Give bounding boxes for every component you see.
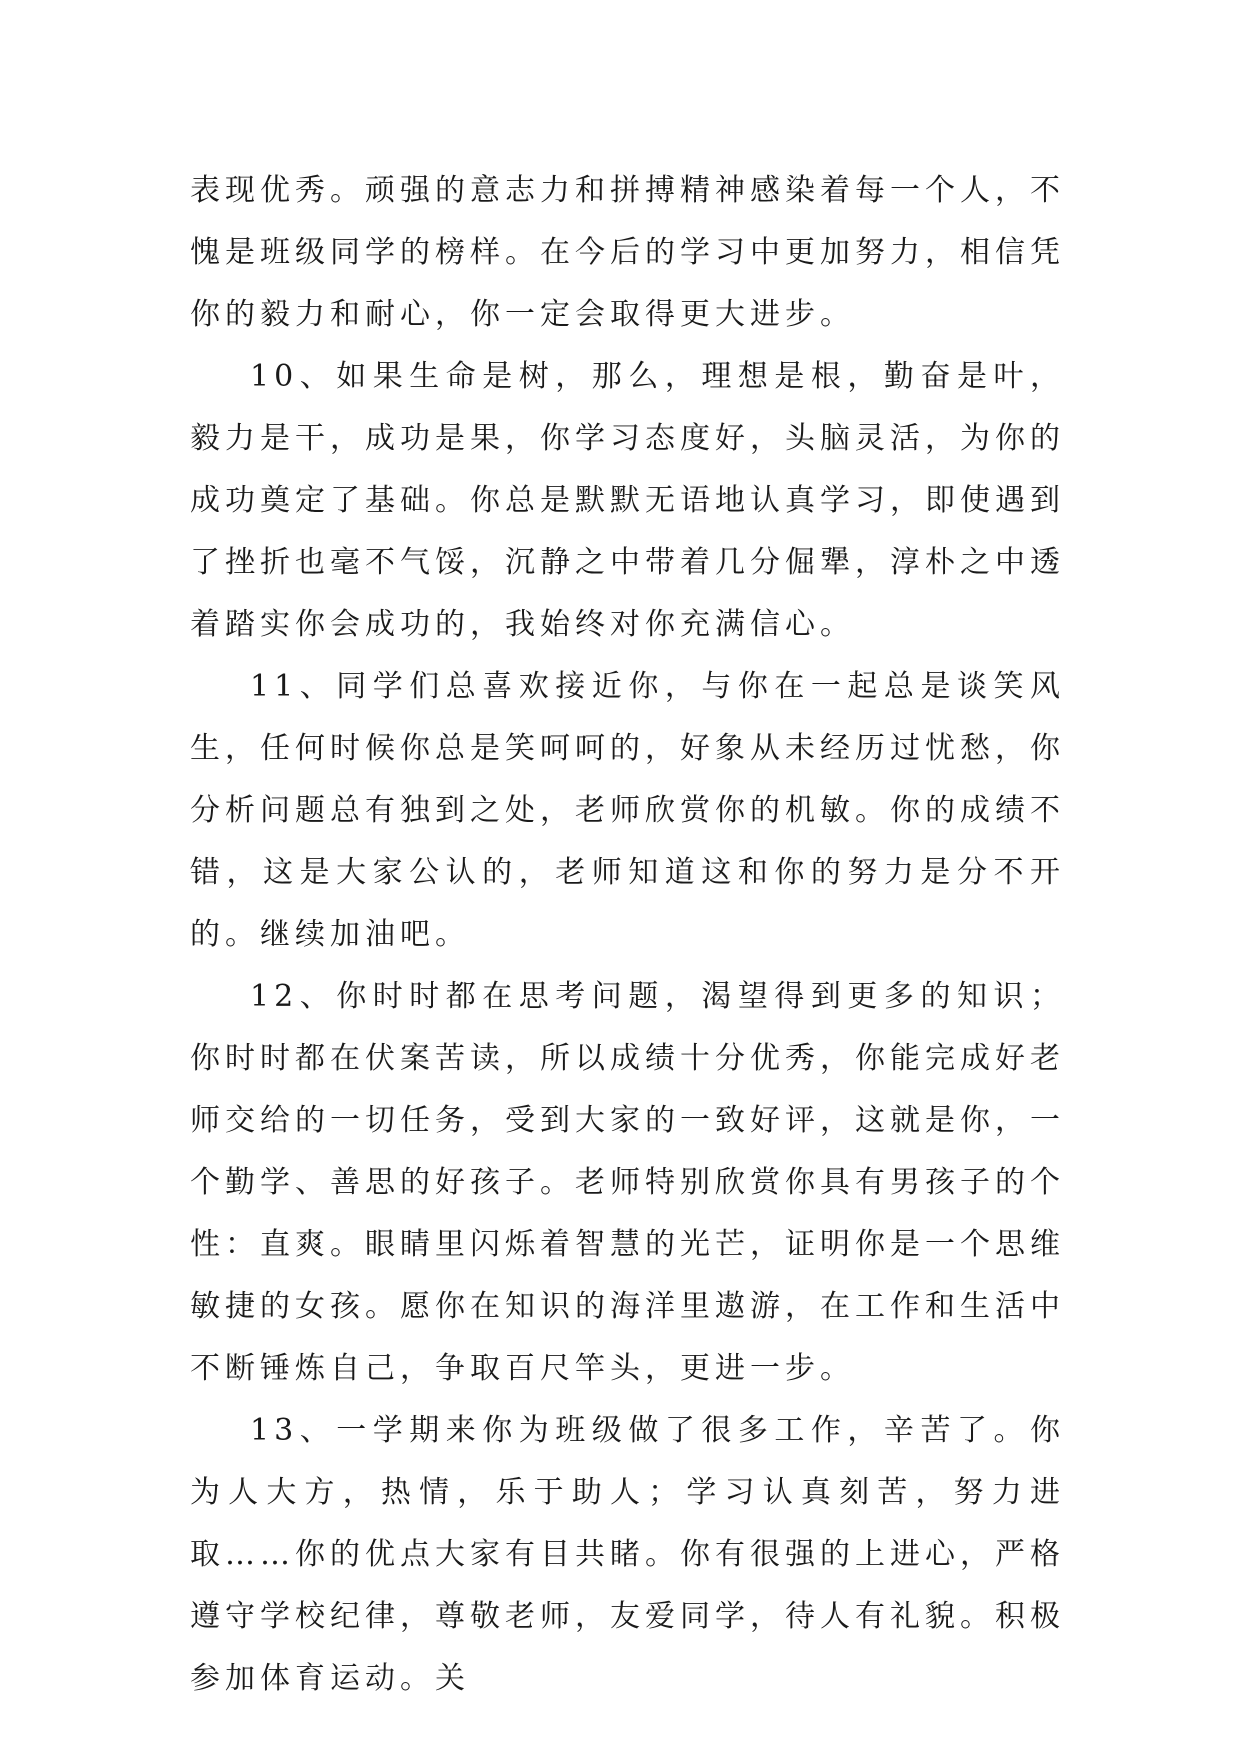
paragraph-continued: 表现优秀。顽强的意志力和拼搏精神感染着每一个人，不愧是班级同学的榜样。在今后的学习中更加努力，相信凭你的毅力和耐心，你一定会取得更大进步。: [190, 173, 1065, 332]
paragraph-11: 11、同学们总喜欢接近你，与你在一起总是谈笑风生，任何时候你总是笑呵呵的，好象从未经历过忧愁，你分析问题总有独到之处，老师欣赏你的机敏。你的成绩不错，这是大家公认的，老师知道这和你的努力是分不开的。继续加油吧。: [190, 669, 1065, 952]
paragraph-13: 13、一学期来你为班级做了很多工作，辛苦了。你为人大方，热情，乐于助人；学习认真刻苦，努力进取……你的优点大家有目共睹。你有很强的上进心，严格遵守学校纪律，尊敬老师，友爱同学，待人有礼貌。积极参加体育运动。关: [190, 1413, 1065, 1696]
paragraph-12: 12、你时时都在思考问题，渴望得到更多的知识；你时时都在伏案苦读，所以成绩十分优秀，你能完成好老师交给的一切任务，受到大家的一致好评，这就是你，一个勤学、善思的好孩子。老师特别欣赏你具有男孩子的个性：直爽。眼睛里闪烁着智慧的光芒，证明你是一个思维敏捷的女孩。愿你在知识的海洋里遨游，在工作和生活中不断锤炼自己，争取百尺竿头，更进一步。: [190, 979, 1065, 1386]
document-body: [190, 160, 1065, 1710]
paragraph-10: 10、如果生命是树，那么，理想是根，勤奋是叶，毅力是干，成功是果，你学习态度好，头脑灵活，为你的成功奠定了基础。你总是默默无语地认真学习，即使遇到了挫折也毫不气馁，沉静之中带着几分倔犟，淳朴之中透着踏实你会成功的，我始终对你充满信心。: [190, 359, 1065, 642]
